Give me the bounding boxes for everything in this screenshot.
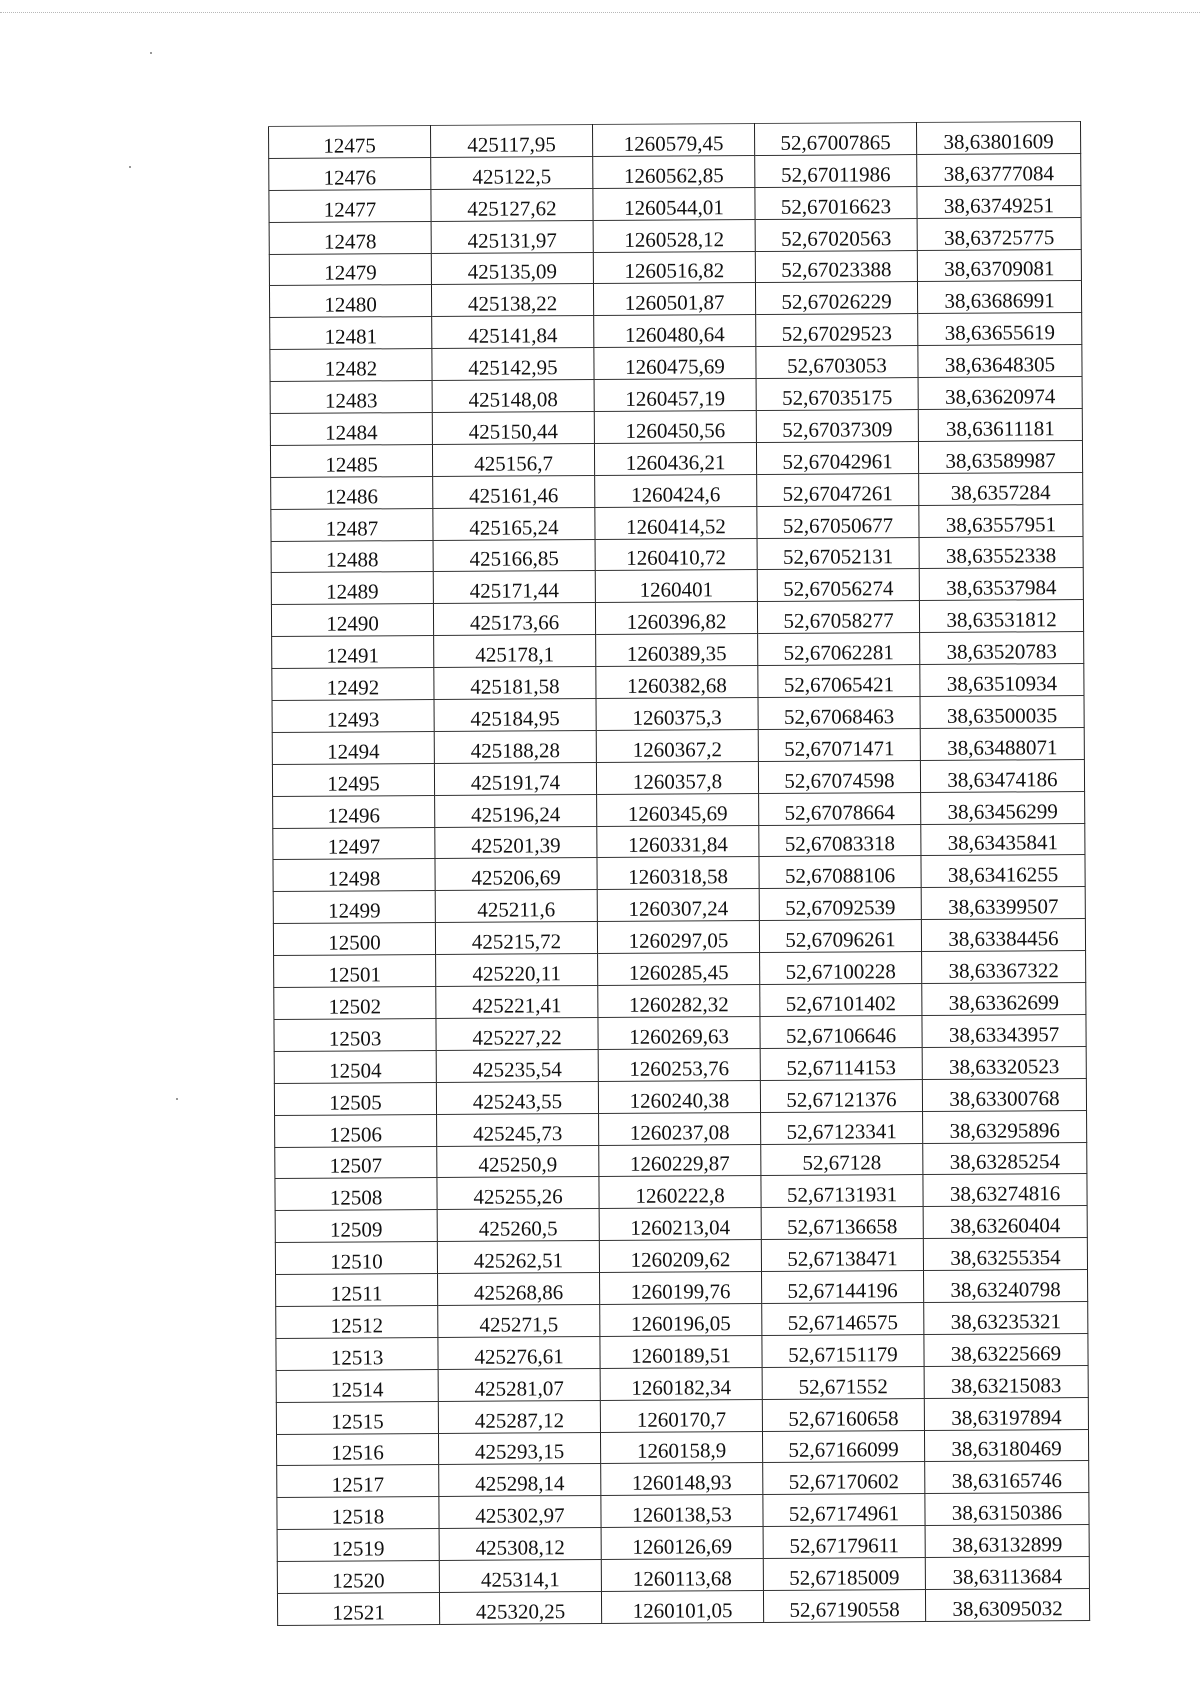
x-coordinate-cell: 425262,51 [437,1241,599,1274]
latitude-cell: 52,67074598 [758,760,920,793]
y-coordinate-cell: 1260450,56 [594,411,756,444]
longitude-cell: 38,63362699 [922,983,1086,1016]
x-coordinate-cell: 425191,74 [434,762,596,795]
table-row [276,1429,1088,1466]
point-number-cell: 12494 [272,731,434,764]
latitude-cell: 52,67128 [761,1143,923,1176]
latitude-cell: 52,67088106 [759,856,921,889]
latitude-cell: 52,67052131 [757,537,919,570]
table-row [269,122,1081,159]
y-coordinate-cell: 1260331,84 [597,825,759,858]
y-coordinate-cell: 1260182,34 [600,1367,762,1400]
y-coordinate-cell: 1260269,63 [598,1016,760,1049]
latitude-cell: 52,67068463 [758,697,920,730]
point-number-cell: 12482 [270,349,432,382]
longitude-cell: 38,63620974 [918,377,1082,410]
point-number-cell: 12487 [271,508,433,541]
point-number-cell: 12521 [277,1592,439,1625]
table-row [269,153,1081,190]
point-number-cell: 12488 [271,540,433,573]
longitude-cell: 38,63474186 [920,759,1084,792]
x-coordinate-cell: 425150,44 [432,412,594,445]
x-coordinate-cell: 425196,24 [435,794,597,827]
latitude-cell: 52,67179611 [763,1526,925,1559]
x-coordinate-cell: 425243,55 [436,1081,598,1114]
x-coordinate-cell: 425122,5 [431,156,593,189]
table-row [275,1174,1087,1211]
x-coordinate-cell: 425235,54 [436,1049,598,1082]
longitude-cell: 38,63686991 [917,281,1081,314]
point-number-cell: 12514 [276,1369,438,1402]
table-row [269,249,1081,286]
latitude-cell: 52,67065421 [758,665,920,698]
x-coordinate-cell: 425178,1 [434,635,596,668]
x-coordinate-cell: 425293,15 [438,1432,600,1465]
point-number-cell: 12496 [273,795,435,828]
point-number-cell: 12512 [276,1305,438,1338]
table-row [276,1333,1088,1370]
latitude-cell: 52,67042961 [756,441,918,474]
x-coordinate-cell: 425260,5 [437,1209,599,1242]
y-coordinate-cell: 1260414,52 [595,506,757,539]
point-number-cell: 12513 [276,1337,438,1370]
y-coordinate-cell: 1260480,64 [594,315,756,348]
latitude-cell: 52,67136658 [761,1207,923,1240]
y-coordinate-cell: 1260396,82 [595,602,757,635]
x-coordinate-cell: 425211,6 [435,890,597,923]
x-coordinate-cell: 425308,12 [439,1528,601,1561]
point-number-cell: 12502 [274,987,436,1020]
longitude-cell: 38,63197894 [924,1397,1088,1430]
x-coordinate-cell: 425215,72 [435,922,597,955]
x-coordinate-cell: 425165,24 [433,507,595,540]
table-row [277,1461,1089,1498]
y-coordinate-cell: 1260229,87 [599,1144,761,1177]
point-number-cell: 12506 [275,1114,437,1147]
table-row [269,281,1081,318]
x-coordinate-cell: 425201,39 [435,826,597,859]
table-row [270,409,1082,446]
table-row [274,1014,1086,1051]
table-row [270,440,1082,477]
point-number-cell: 12483 [270,381,432,414]
scan-speck [150,52,152,54]
y-coordinate-cell: 1260345,69 [597,793,759,826]
table-row [271,568,1083,605]
x-coordinate-cell: 425131,97 [431,220,593,253]
latitude-cell: 52,67185009 [763,1558,925,1591]
point-number-cell: 12520 [277,1561,439,1594]
longitude-cell: 38,63456299 [921,791,1085,824]
x-coordinate-cell: 425148,08 [432,380,594,413]
longitude-cell: 38,63095032 [925,1588,1089,1621]
y-coordinate-cell: 1260126,69 [601,1527,763,1560]
x-coordinate-cell: 425314,1 [439,1560,601,1593]
y-coordinate-cell: 1260357,8 [596,761,758,794]
latitude-cell: 52,67106646 [760,1015,922,1048]
y-coordinate-cell: 1260158,9 [600,1431,762,1464]
table-row [277,1557,1089,1594]
table-row [277,1525,1089,1562]
table-row [270,313,1082,350]
y-coordinate-cell: 1260189,51 [600,1335,762,1368]
x-coordinate-cell: 425142,95 [432,348,594,381]
table-row [277,1588,1089,1625]
latitude-cell: 52,67170602 [763,1462,925,1495]
point-number-cell: 12486 [271,476,433,509]
longitude-cell: 38,63384456 [921,919,1085,952]
x-coordinate-cell: 425156,7 [432,443,594,476]
longitude-cell: 38,63150386 [925,1493,1089,1526]
x-coordinate-cell: 425188,28 [434,730,596,763]
x-coordinate-cell: 425161,46 [433,475,595,508]
latitude-cell: 52,67047261 [757,473,919,506]
latitude-cell: 52,67131931 [761,1175,923,1208]
table-row [273,887,1085,924]
y-coordinate-cell: 1260101,05 [601,1590,763,1623]
point-number-cell: 12511 [276,1274,438,1307]
coordinates-table-wrapper [268,121,1089,1626]
y-coordinate-cell: 1260196,05 [600,1303,762,1336]
latitude-cell: 52,67071471 [758,728,920,761]
longitude-cell: 38,63165746 [925,1461,1089,1494]
x-coordinate-cell: 425206,69 [435,858,597,891]
latitude-cell: 52,67020563 [755,218,917,251]
y-coordinate-cell: 1260240,38 [598,1080,760,1113]
point-number-cell: 12481 [270,317,432,350]
x-coordinate-cell: 425276,61 [438,1336,600,1369]
latitude-cell: 52,67011986 [755,154,917,187]
x-coordinate-cell: 425171,44 [433,571,595,604]
table-body [269,122,1090,1626]
point-number-cell: 12490 [271,604,433,637]
table-row [271,536,1083,573]
latitude-cell: 52,67123341 [761,1111,923,1144]
x-coordinate-cell: 425298,14 [439,1464,601,1497]
point-number-cell: 12493 [272,700,434,733]
y-coordinate-cell: 1260318,58 [597,857,759,890]
latitude-cell: 52,67138471 [761,1239,923,1272]
latitude-cell: 52,67062281 [758,633,920,666]
latitude-cell: 52,67056274 [757,569,919,602]
scan-top-edge [0,12,1200,13]
table-row [275,1142,1087,1179]
y-coordinate-cell: 1260528,12 [593,219,755,252]
point-number-cell: 12500 [273,923,435,956]
point-number-cell: 12501 [274,955,436,988]
longitude-cell: 38,63300768 [922,1078,1086,1111]
longitude-cell: 38,63215083 [924,1365,1088,1398]
point-number-cell: 12510 [275,1242,437,1275]
table-row [273,919,1085,956]
x-coordinate-cell: 425138,22 [431,284,593,317]
y-coordinate-cell: 1260475,69 [594,347,756,380]
y-coordinate-cell: 1260410,72 [595,538,757,571]
longitude-cell: 38,63520783 [920,632,1084,665]
longitude-cell: 38,63295896 [923,1110,1087,1143]
coordinates-table [268,121,1090,1626]
longitude-cell: 38,63416255 [921,855,1085,888]
table-row [274,1078,1086,1115]
x-coordinate-cell: 425127,62 [431,188,593,221]
x-coordinate-cell: 425255,26 [437,1177,599,1210]
longitude-cell: 38,63399507 [921,887,1085,920]
latitude-cell: 52,6703053 [756,346,918,379]
table-row [271,600,1083,637]
latitude-cell: 52,67160658 [762,1398,924,1431]
y-coordinate-cell: 1260516,82 [593,251,755,284]
x-coordinate-cell: 425141,84 [432,316,594,349]
longitude-cell: 38,63488071 [920,727,1084,760]
y-coordinate-cell: 1260237,08 [599,1112,761,1145]
y-coordinate-cell: 1260282,32 [598,985,760,1018]
table-row [269,217,1081,254]
table-row [276,1270,1088,1307]
y-coordinate-cell: 1260199,76 [600,1272,762,1305]
longitude-cell: 38,63552338 [919,536,1083,569]
longitude-cell: 38,63557951 [919,504,1083,537]
x-coordinate-cell: 425320,25 [439,1591,601,1624]
latitude-cell: 52,67190558 [763,1589,925,1622]
point-number-cell: 12517 [277,1465,439,1498]
point-number-cell: 12507 [275,1146,437,1179]
latitude-cell: 52,67058277 [757,601,919,634]
table-row [269,185,1081,222]
longitude-cell: 38,63343957 [922,1014,1086,1047]
longitude-cell: 38,63180469 [924,1429,1088,1462]
y-coordinate-cell: 1260457,19 [594,379,756,412]
x-coordinate-cell: 425221,41 [436,986,598,1019]
point-number-cell: 12491 [272,636,434,669]
longitude-cell: 38,63255354 [923,1238,1087,1271]
table-row [272,759,1084,796]
x-coordinate-cell: 425220,11 [436,954,598,987]
y-coordinate-cell: 1260544,01 [593,187,755,220]
point-number-cell: 12476 [269,157,431,190]
point-number-cell: 12519 [277,1529,439,1562]
y-coordinate-cell: 1260562,85 [593,155,755,188]
longitude-cell: 38,63648305 [918,345,1082,378]
table-row [276,1397,1088,1434]
latitude-cell: 52,67035175 [756,378,918,411]
point-number-cell: 12503 [274,1018,436,1051]
point-number-cell: 12499 [273,891,435,924]
latitude-cell: 52,67146575 [762,1302,924,1335]
point-number-cell: 12475 [269,126,431,159]
table-row [272,696,1084,733]
x-coordinate-cell: 425184,95 [434,699,596,732]
latitude-cell: 52,67096261 [759,920,921,953]
y-coordinate-cell: 1260579,45 [592,124,754,157]
table-row [277,1493,1089,1530]
table-row [274,983,1086,1020]
longitude-cell: 38,63725775 [917,217,1081,250]
latitude-cell: 52,67078664 [759,792,921,825]
longitude-cell: 38,63235321 [924,1301,1088,1334]
y-coordinate-cell: 1260501,87 [593,283,755,316]
y-coordinate-cell: 1260307,24 [597,889,759,922]
table-row [270,345,1082,382]
table-row [274,1046,1086,1083]
longitude-cell: 38,63240798 [924,1270,1088,1303]
longitude-cell: 38,63709081 [917,249,1081,282]
x-coordinate-cell: 425135,09 [431,252,593,285]
y-coordinate-cell: 1260436,21 [594,442,756,475]
y-coordinate-cell: 1260222,8 [599,1176,761,1209]
x-coordinate-cell: 425227,22 [436,1017,598,1050]
table-row [274,951,1086,988]
y-coordinate-cell: 1260382,68 [596,666,758,699]
point-number-cell: 12516 [276,1433,438,1466]
point-number-cell: 12515 [276,1401,438,1434]
table-row [276,1365,1088,1402]
point-number-cell: 12485 [270,444,432,477]
table-row [275,1206,1087,1243]
point-number-cell: 12504 [274,1050,436,1083]
x-coordinate-cell: 425268,86 [438,1273,600,1306]
y-coordinate-cell: 1260367,2 [596,729,758,762]
longitude-cell: 38,63589987 [918,440,1082,473]
table-row [272,664,1084,701]
x-coordinate-cell: 425302,97 [439,1496,601,1529]
longitude-cell: 38,6357284 [919,472,1083,505]
x-coordinate-cell: 425166,85 [433,539,595,572]
latitude-cell: 52,67050677 [757,505,919,538]
latitude-cell: 52,67100228 [760,952,922,985]
table-row [271,504,1083,541]
table-row [275,1110,1087,1147]
table-row [273,855,1085,892]
latitude-cell: 52,67151179 [762,1334,924,1367]
point-number-cell: 12498 [273,859,435,892]
latitude-cell: 52,67083318 [759,824,921,857]
longitude-cell: 38,63320523 [922,1046,1086,1079]
longitude-cell: 38,63225669 [924,1333,1088,1366]
point-number-cell: 12480 [269,285,431,318]
latitude-cell: 52,67121376 [760,1079,922,1112]
longitude-cell: 38,63655619 [918,313,1082,346]
y-coordinate-cell: 1260389,35 [596,634,758,667]
y-coordinate-cell: 1260253,76 [598,1048,760,1081]
table-row [273,823,1085,860]
longitude-cell: 38,63285254 [923,1142,1087,1175]
y-coordinate-cell: 1260170,7 [600,1399,762,1432]
longitude-cell: 38,63749251 [917,185,1081,218]
latitude-cell: 52,67166099 [762,1430,924,1463]
x-coordinate-cell: 425173,66 [433,603,595,636]
scan-speck [129,166,131,168]
latitude-cell: 52,67174961 [763,1494,925,1527]
point-number-cell: 12479 [269,253,431,286]
point-number-cell: 12497 [273,827,435,860]
x-coordinate-cell: 425245,73 [437,1113,599,1146]
table-row [270,377,1082,414]
table-row [272,727,1084,764]
latitude-cell: 52,67026229 [755,282,917,315]
y-coordinate-cell: 1260209,62 [599,1240,761,1273]
point-number-cell: 12518 [277,1497,439,1530]
table-row [275,1238,1087,1275]
latitude-cell: 52,67114153 [760,1047,922,1080]
x-coordinate-cell: 425271,5 [438,1304,600,1337]
longitude-cell: 38,63537984 [919,568,1083,601]
y-coordinate-cell: 1260285,45 [598,953,760,986]
y-coordinate-cell: 1260424,6 [595,474,757,507]
y-coordinate-cell: 1260401 [595,570,757,603]
x-coordinate-cell: 425117,95 [431,125,593,158]
point-number-cell: 12478 [269,221,431,254]
latitude-cell: 52,67029523 [756,314,918,347]
latitude-cell: 52,67037309 [756,410,918,443]
point-number-cell: 12505 [274,1082,436,1115]
point-number-cell: 12495 [272,763,434,796]
longitude-cell: 38,63435841 [921,823,1085,856]
latitude-cell: 52,67144196 [762,1271,924,1304]
longitude-cell: 38,63132899 [925,1525,1089,1558]
table-row [272,632,1084,669]
point-number-cell: 12477 [269,189,431,222]
scan-speck [176,1098,178,1100]
point-number-cell: 12484 [270,413,432,446]
y-coordinate-cell: 1260297,05 [597,921,759,954]
latitude-cell: 52,67007865 [754,123,916,156]
x-coordinate-cell: 425281,07 [438,1368,600,1401]
longitude-cell: 38,63274816 [923,1174,1087,1207]
latitude-cell: 52,671552 [762,1366,924,1399]
latitude-cell: 52,67016623 [755,186,917,219]
latitude-cell: 52,67023388 [755,250,917,283]
table-row [271,472,1083,509]
longitude-cell: 38,63531812 [919,600,1083,633]
latitude-cell: 52,67092539 [759,888,921,921]
longitude-cell: 38,63510934 [920,664,1084,697]
longitude-cell: 38,63777084 [917,153,1081,186]
y-coordinate-cell: 1260113,68 [601,1559,763,1592]
point-number-cell: 12509 [275,1210,437,1243]
y-coordinate-cell: 1260148,93 [601,1463,763,1496]
y-coordinate-cell: 1260213,04 [599,1208,761,1241]
latitude-cell: 52,67101402 [760,984,922,1017]
point-number-cell: 12492 [272,668,434,701]
longitude-cell: 38,63113684 [925,1557,1089,1590]
x-coordinate-cell: 425287,12 [438,1400,600,1433]
table-row [276,1301,1088,1338]
y-coordinate-cell: 1260375,3 [596,698,758,731]
x-coordinate-cell: 425181,58 [434,667,596,700]
longitude-cell: 38,63611181 [918,409,1082,442]
longitude-cell: 38,63367322 [922,951,1086,984]
point-number-cell: 12508 [275,1178,437,1211]
table-row [273,791,1085,828]
x-coordinate-cell: 425250,9 [437,1145,599,1178]
longitude-cell: 38,63500035 [920,696,1084,729]
longitude-cell: 38,63801609 [916,122,1080,155]
y-coordinate-cell: 1260138,53 [601,1495,763,1528]
point-number-cell: 12489 [271,572,433,605]
longitude-cell: 38,63260404 [923,1206,1087,1239]
